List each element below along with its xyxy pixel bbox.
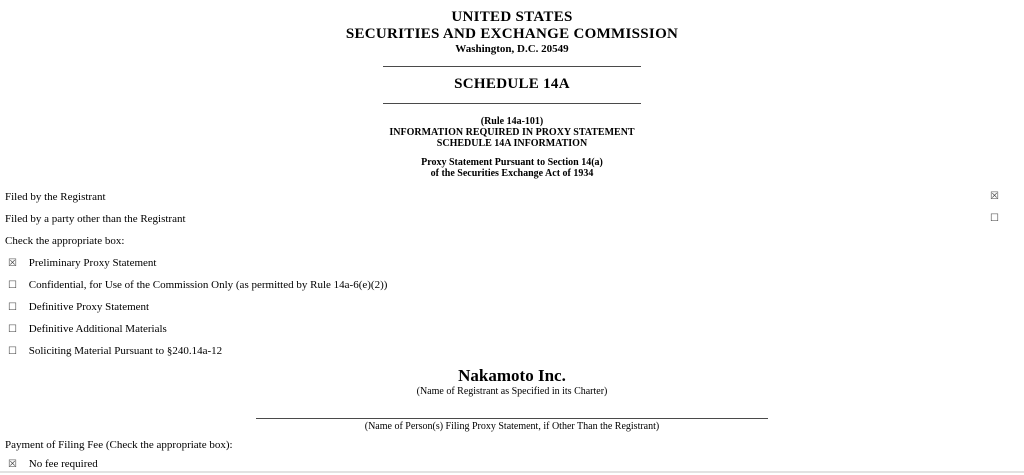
filed-by-other-party-checkbox-unchecked-icon[interactable]: ☐ [990,213,999,224]
rule-reference-block [0,116,1024,149]
registrant-name-caption: (Name of Registrant as Specified in its Charter) [416,386,608,397]
checkbox-item-label: Definitive Additional Materials [28,323,167,335]
filed-by-other-party-row [0,208,1024,230]
filed-by-registrant-label: Filed by the Registrant [5,191,106,203]
sec-header [0,0,1024,56]
proxy-pursuant-line: Proxy Statement Pursuant to Section 14(a) [421,157,603,168]
us-title-line: UNITED STATES [451,9,573,25]
schedule-14a-heading: SCHEDULE 14A [454,76,570,92]
checkbox-row-soliciting [0,340,1024,362]
fee-item-label: No fee required [28,458,98,470]
checkbox-row-preliminary [0,252,1024,274]
preliminary-checkbox-checked-icon[interactable]: ☒ [8,258,17,269]
checkbox-row-confidential [0,274,1024,296]
payment-of-filing-fee-heading: Payment of Filing Fee (Check the appropriate box): [5,439,233,451]
checkbox-row-definitive-additional [0,318,1024,340]
filed-by-other-party-label: Filed by a party other than the Registrant [5,213,186,225]
header-divider-bottom [383,103,641,104]
rule-reference-line: (Rule 14a-101) [480,116,544,127]
confidential-checkbox-unchecked-icon[interactable]: ☐ [8,280,17,291]
proxy-pursuant-block [0,157,1024,179]
sec-commission-line: SECURITIES AND EXCHANGE COMMISSION [345,26,679,42]
filed-by-registrant-row [0,186,1024,208]
schedule-info-line: SCHEDULE 14A INFORMATION [436,138,588,149]
checkbox-item-label: Definitive Proxy Statement [28,301,150,313]
registrant-block [0,366,1024,398]
checkbox-item-label: Soliciting Material Pursuant to §240.14a-12 [28,345,223,357]
no-fee-checkbox-checked-icon[interactable]: ☒ [8,459,17,470]
checkbox-item-label: Confidential, for Use of the Commission Only (as permitted by Rule 14a-6(e)(2)) [28,279,388,291]
info-required-line: INFORMATION REQUIRED IN PROXY STATEMENT [389,127,635,138]
definitive-proxy-checkbox-unchecked-icon[interactable]: ☐ [8,302,17,313]
checkbox-item-label: Preliminary Proxy Statement [28,257,157,269]
soliciting-checkbox-unchecked-icon[interactable]: ☐ [8,346,17,357]
filed-by-registrant-checkbox-checked-icon[interactable]: ☒ [990,191,999,202]
other-filer-caption: (Name of Person(s) Filing Proxy Statement, if Other Than the Registrant) [364,421,660,432]
exchange-act-line: of the Securities Exchange Act of 1934 [430,168,594,179]
sec-address-line: Washington, D.C. 20549 [455,43,569,55]
checkbox-row-definitive-proxy [0,296,1024,318]
definitive-additional-checkbox-unchecked-icon[interactable]: ☐ [8,324,17,335]
fee-row-no-fee-required [0,454,1024,474]
check-appropriate-box-heading: Check the appropriate box: [5,235,125,247]
other-filer-signature-line [256,418,768,419]
header-divider-top [383,66,641,67]
registrant-name: Nakamoto Inc. [458,366,566,385]
